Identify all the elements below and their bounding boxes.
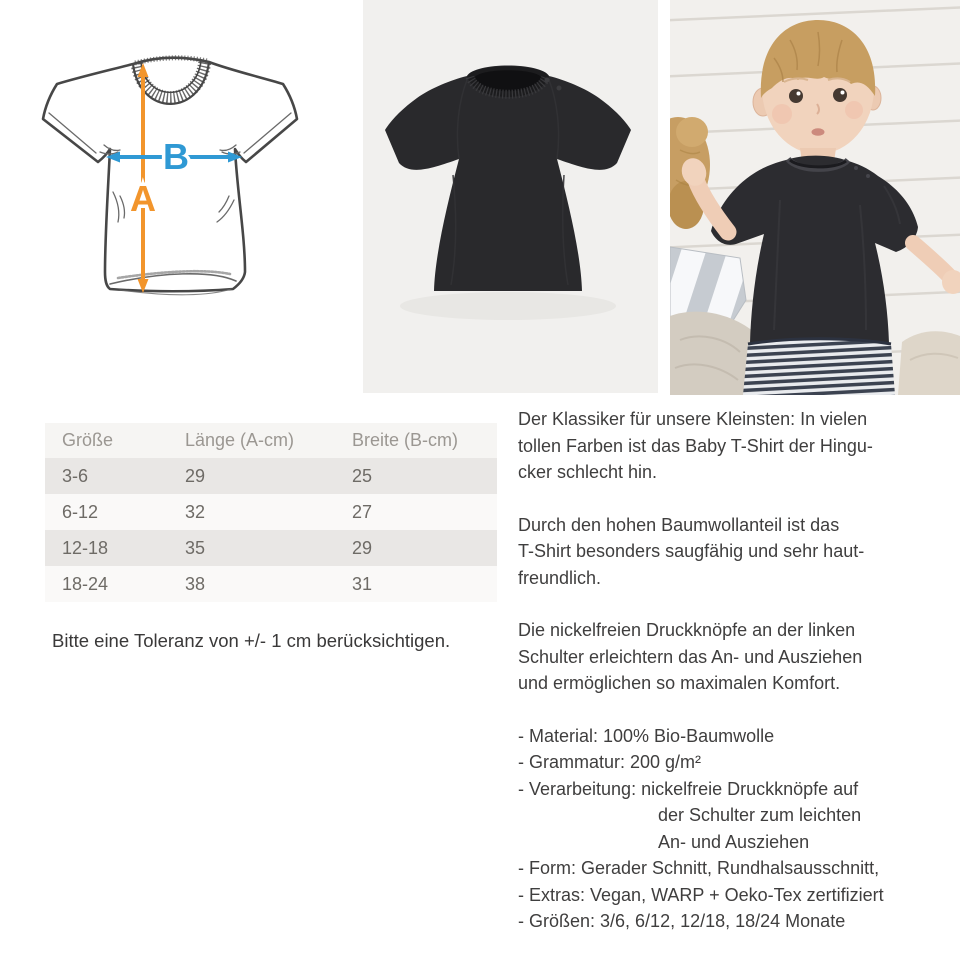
- text-line: tollen Farben ist das Baby T-Shirt der Hingu-: [518, 435, 873, 456]
- striped-pants: [743, 339, 895, 395]
- text-line: Durch den hohen Baumwollanteil ist das: [518, 514, 840, 535]
- cell-size: 3-6: [45, 458, 185, 494]
- table-row: [45, 458, 497, 494]
- column-header-size: Größe: [45, 423, 185, 458]
- size-diagram-panel: [0, 0, 363, 400]
- description-paragraph: [518, 617, 960, 697]
- text-line: und ermöglichen so maximalen Komfort.: [518, 673, 841, 693]
- feature-item: - Form: Gerader Schnitt, Rundhalsausschnitt,: [518, 858, 880, 878]
- text-line: T-Shirt besonders saugfähig und sehr haut-: [518, 541, 865, 561]
- cell-length: 29: [185, 458, 352, 494]
- cell-length: 38: [185, 566, 352, 602]
- cell-size: 18-24: [45, 566, 185, 602]
- table-row: [45, 566, 497, 602]
- pillow: [898, 331, 960, 395]
- size-table-section: [45, 423, 497, 602]
- baby-wearing-tshirt-illustration: [670, 0, 960, 395]
- lifestyle-photo: [670, 0, 960, 395]
- size-diagram-illustration: [0, 0, 363, 400]
- cell-length: 35: [185, 530, 352, 566]
- text-line: cker schlecht hin.: [518, 462, 658, 482]
- cell-width: 29: [352, 530, 497, 566]
- arrow-a-label: A: [130, 178, 156, 219]
- cell-width: 31: [352, 566, 497, 602]
- column-header-width: Breite (B-cm): [352, 423, 497, 458]
- black-tshirt-flatlay-illustration: [363, 0, 658, 393]
- size-table: [45, 423, 497, 602]
- text-line: freundlich.: [518, 567, 602, 588]
- cell-size: 6-12: [45, 494, 185, 530]
- text-line: Schulter erleichtern das An- und Ausziehen: [518, 646, 863, 667]
- description-paragraph: [518, 512, 960, 592]
- cell-length: 32: [185, 494, 352, 530]
- tolerance-note: Bitte eine Toleranz von +/- 1 cm berücksichtigen.: [52, 630, 451, 651]
- description-paragraph: [518, 406, 960, 486]
- text-line: Die nickelfreien Druckknöpfe an der linken: [518, 620, 856, 640]
- text-line: Der Klassiker für unsere Kleinsten: In vielen: [518, 409, 868, 429]
- arrow-b-label: B: [163, 136, 189, 177]
- feature-item: - Grammatur: 200 g/m²: [518, 752, 702, 772]
- feature-item: - Größen: 3/6, 6/12, 12/18, 18/24 Monate: [518, 911, 846, 931]
- cell-width: 25: [352, 458, 497, 494]
- cell-width: 27: [352, 494, 497, 530]
- size-table-header-row: [45, 423, 497, 458]
- feature-item: - Verarbeitung: nickelfreie Druckknöpfe auf: [518, 778, 859, 799]
- cell-size: 12-18: [45, 530, 185, 566]
- feature-item-continuation: An- und Ausziehen: [658, 831, 810, 852]
- feature-list: [518, 723, 960, 935]
- feature-item-continuation: der Schulter zum leichten: [658, 805, 862, 825]
- feature-item: - Extras: Vegan, WARP + Oeko-Tex zertifiziert: [518, 884, 884, 905]
- product-description: [518, 406, 960, 935]
- feature-item: - Material: 100% Bio-Baumwolle: [518, 725, 775, 746]
- table-row: [45, 494, 497, 530]
- table-row: [45, 530, 497, 566]
- product-photo: [363, 0, 658, 393]
- column-header-length: Länge (A-cm): [185, 423, 352, 458]
